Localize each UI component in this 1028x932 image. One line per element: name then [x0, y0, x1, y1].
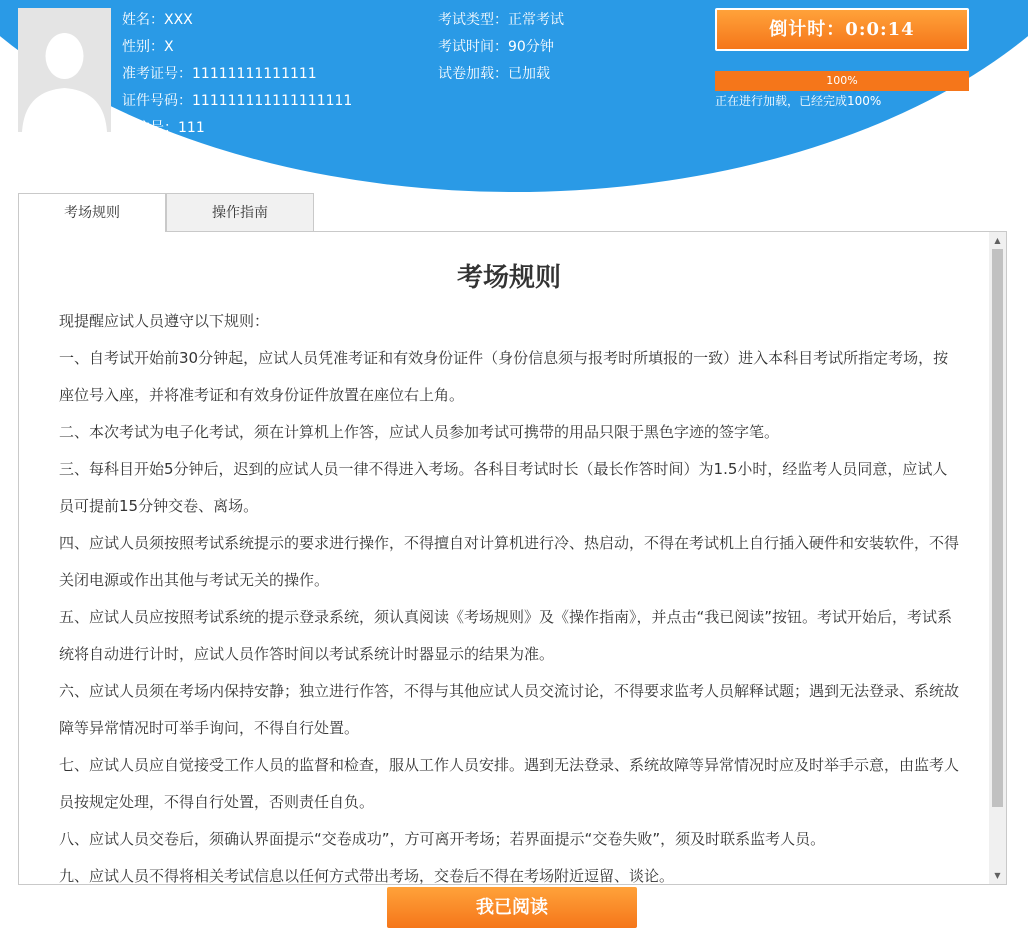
i-have-read-button[interactable]: 我已阅读 — [387, 887, 637, 928]
rule-item: 三、每科目开始5分钟后，迟到的应试人员一律不得进入考场。各科目考试时长（最长作答时间）为1.5小时，经监考人员同意，应试人员可提前15分钟交卷、离场。 — [59, 460, 948, 515]
rule-item: 一、自考试开始前30分钟起，应试人员凭准考证和有效身份证件（身份信息须与报考时所填报的一致）进入本科目考试所指定考场，按座位号入座，并将准考证和有效身份证件放置在座位右上角。 — [59, 349, 949, 404]
tab-exam-rules[interactable]: 考场规则 — [18, 193, 166, 232]
rules-intro: 现提醒应试人员遵守以下规则： — [59, 312, 270, 330]
name-row — [122, 7, 352, 34]
rule-item: 七、应试人员应自觉接受工作人员的监督和检查，服从工作人员安排。遇到无法登录、系统故障等异常情况时应及时举手示意，由监考人员按规定处理，不得自行处置，否则责任自负。 — [59, 756, 960, 811]
rules-panel — [18, 231, 1007, 885]
candidate-header — [0, 0, 1028, 200]
seat-label: 机位号： — [122, 120, 178, 136]
countdown-timer — [715, 8, 969, 51]
avatar-placeholder-icon — [18, 8, 111, 132]
exam-info — [438, 7, 564, 88]
scroll-down-arrow-icon[interactable]: ▼ — [994, 871, 1001, 880]
candidate-info — [122, 7, 352, 142]
countdown-label: 倒计时： — [769, 19, 846, 40]
progress-message: 正在进行加载，已经完成100% — [715, 94, 882, 108]
progress-percent: 100% — [826, 74, 858, 87]
tab-operation-guide[interactable]: 操作指南 — [166, 193, 314, 231]
rule-item: 四、应试人员须按照考试系统提示的要求进行操作，不得擅自对计算机进行冷、热启动，不得在考试机上自行插入硬件和安装软件，不得关闭电源或作出其他与考试无关的操作。 — [59, 534, 960, 589]
rule-item: 九、应试人员不得将相关考试信息以任何方式带出考场，交卷后不得在考场附近逗留、谈论。 — [59, 867, 675, 885]
admission-value: 11111111111111 — [192, 66, 317, 82]
seat-row — [122, 115, 352, 142]
id-row — [122, 88, 352, 115]
name-label: 姓名： — [122, 12, 164, 28]
rules-scrollbar[interactable] — [989, 232, 1006, 884]
gender-value: X — [164, 39, 174, 55]
id-label: 证件号码： — [122, 93, 192, 109]
gender-row — [122, 34, 352, 61]
exam-duration-label: 考试时间： — [438, 39, 508, 55]
seat-value: 111 — [178, 120, 205, 136]
paper-status-row — [438, 61, 564, 88]
exam-type-value: 正常考试 — [508, 12, 564, 28]
rules-title: 考场规则 — [456, 263, 561, 293]
rules-content — [59, 232, 959, 885]
scroll-up-arrow-icon[interactable]: ▲ — [994, 236, 1001, 245]
paper-status-value: 已加载 — [508, 66, 550, 82]
rule-item: 八、应试人员交卷后，须确认界面提示“交卷成功”，方可离开考场；若界面提示“交卷失败”，须及时联系监考人员。 — [59, 830, 826, 848]
gender-label: 性别： — [122, 39, 164, 55]
exam-type-label: 考试类型： — [438, 12, 508, 28]
scroll-thumb[interactable] — [992, 249, 1003, 807]
paper-load-progress — [715, 71, 969, 91]
exam-type-row — [438, 7, 564, 34]
exam-duration-row — [438, 34, 564, 61]
rule-item: 二、本次考试为电子化考试，须在计算机上作答，应试人员参加考试可携带的用品只限于黑色字迹的签字笔。 — [59, 423, 780, 441]
rule-item: 五、应试人员应按照考试系统的提示登录系统，须认真阅读《考场规则》及《操作指南》，并点击“我已阅读”按钮。考试开始后，考试系统将自动进行计时，应试人员作答时间以考试系统计时器显示的结果为准。 — [59, 608, 953, 663]
paper-status-label: 试卷加载： — [438, 66, 508, 82]
admission-label: 准考证号： — [122, 66, 192, 82]
rule-item: 六、应试人员须在考场内保持安静；独立进行作答，不得与其他应试人员交流讨论，不得要求监考人员解释试题；遇到无法登录、系统故障等异常情况时可举手询问，不得自行处置。 — [59, 682, 960, 737]
id-value: 111111111111111111 — [192, 93, 353, 109]
countdown-value: 0:0:14 — [845, 19, 915, 40]
candidate-photo — [18, 8, 111, 132]
exam-duration-value: 90分钟 — [508, 39, 554, 55]
name-value: XXX — [164, 12, 193, 28]
admission-row — [122, 61, 352, 88]
